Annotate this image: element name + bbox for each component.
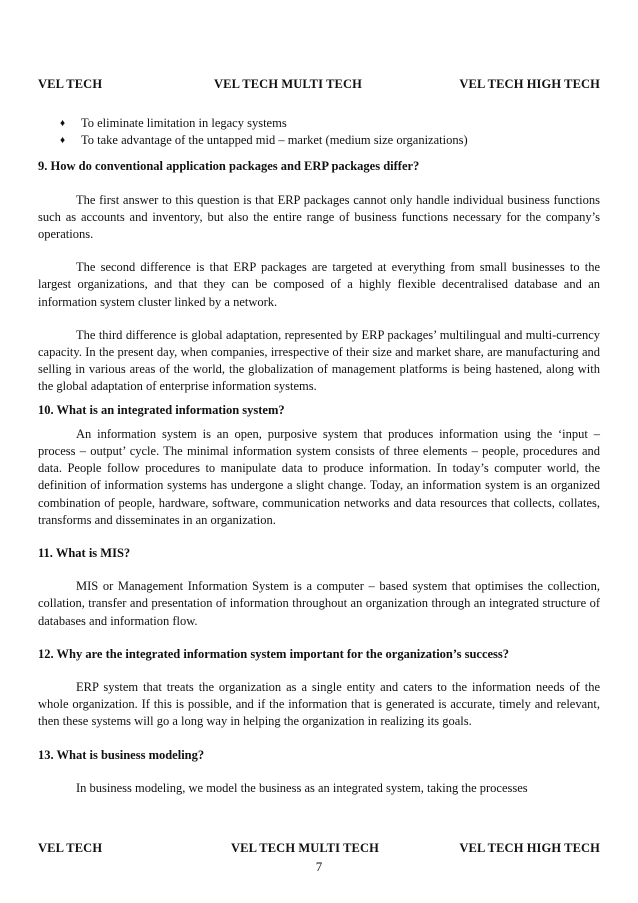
list-item: ♦ To eliminate limitation in legacy systems (38, 115, 600, 132)
list-item: ♦ To take advantage of the untapped mid – market (medium size organizations) (38, 132, 600, 149)
page-footer (38, 841, 600, 857)
answer-paragraph: ERP system that treats the organization as a single entity and caters to the information needs of the whole organization. If this is possible, and if the information that is generated is accurate, timely and relevant, then these systems will go a long way in helping the organization in realizing its goals. (38, 680, 600, 729)
answer-paragraph: In business modeling, we model the business as an integrated system, taking the processes (76, 780, 528, 795)
answer-paragraph: MIS or Management Information System is a computer – based system that optimises the collection, collation, transfer and presentation of information throughout an organization through an integrated structure of databases and information flow. (38, 579, 600, 628)
diamond-bullet-icon: ♦ (60, 118, 66, 129)
header-right: VEL TECH HIGH TECH (459, 77, 600, 91)
answer-paragraph: The first answer to this question is that ERP packages cannot only handle individual business functions such as accounts and inventory, but also the entire range of business functions necessary for the company’s operations. (38, 192, 600, 241)
header-center: VEL TECH MULTI TECH (214, 77, 362, 91)
bullet-list (38, 115, 600, 149)
footer-center: VEL TECH MULTI TECH (231, 841, 379, 855)
answer-paragraph: The second difference is that ERP packages are targeted at everything from small businesses to the largest organizations, and that they can be composed of a highly flexible decentralised database and an information system cluster linked by a network. (38, 260, 600, 309)
page-content (38, 115, 600, 797)
answer-paragraph: The third difference is global adaptation, represented by ERP packages’ multilingual and multi-currency capacity. In the present day, when companies, irrespective of their size and market share, are manufacturing and selling in various areas of the world, the globalization of management platforms is being hastened, along with the global adaptation of enterprise information systems. (38, 327, 600, 394)
question-heading: 9. How do conventional application packages and ERP packages differ? (38, 159, 420, 174)
question-heading: 12. Why are the integrated information system important for the organization’s success? (38, 646, 510, 661)
diamond-bullet-icon: ♦ (60, 135, 66, 147)
page-header (38, 77, 600, 93)
footer-left: VEL TECH (38, 841, 103, 855)
question-heading: 13. What is business modeling? (38, 747, 205, 762)
question-heading: 11. What is MIS? (38, 546, 131, 561)
question-heading: 10. What is an integrated information system? (38, 402, 285, 417)
footer-right: VEL TECH HIGH TECH (459, 841, 600, 855)
page-number: 7 (315, 859, 323, 874)
header-left: VEL TECH (38, 77, 103, 91)
answer-paragraph: An information system is an open, purposive system that produces information using the ‘input – process – output’ cycle. The minimal information system consists of three elements – people, procedures and data. People follow procedures to manipulate data to produce information. In today’s computer world, the definition of information systems has undergone a slight change. Today, an information system is an organized combination of people, hardware, software, communication networks and data resources that collects, collates, transforms and disseminates in an organization. (38, 426, 600, 527)
